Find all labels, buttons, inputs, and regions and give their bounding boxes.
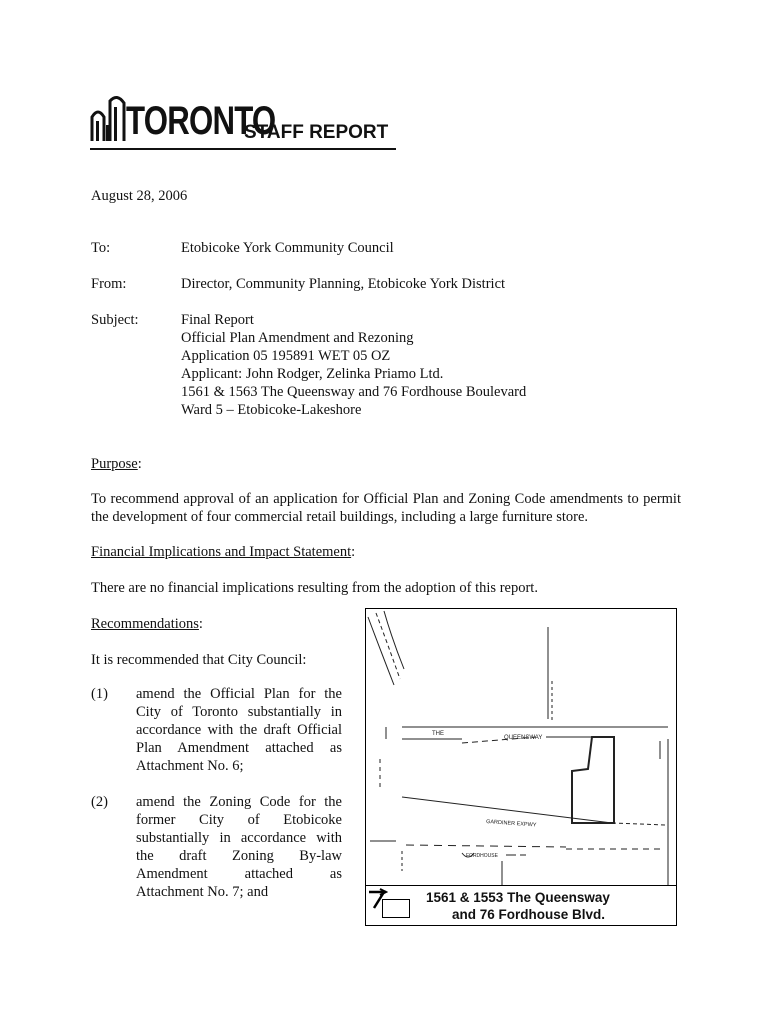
recommendations-intro: It is recommended that City Council: — [91, 652, 307, 668]
recommendation-number: (2) — [91, 794, 108, 810]
location-map — [365, 608, 677, 926]
subject-label: Subject: — [91, 312, 139, 328]
map-street-label: GARDINER EXPWY — [485, 819, 537, 829]
recommendations-heading-colon: : — [198, 616, 203, 632]
city-hall-logo-icon — [90, 95, 126, 143]
report-type-title: STAFF REPORT — [244, 122, 389, 143]
logo-wordmark: TORONTO — [126, 99, 276, 143]
map-drawing — [366, 609, 676, 885]
financial-heading — [91, 543, 355, 561]
subject-line: Final Report — [181, 312, 254, 328]
recommendations-heading-text: Recommendations — [91, 616, 199, 632]
map-caption-line: and 76 Fordhouse Blvd. — [452, 907, 606, 922]
subject-line: Application 05 195891 WET 05 OZ — [181, 348, 391, 364]
report-date: August 28, 2006 — [91, 188, 188, 204]
subject-line: Ward 5 – Etobicoke-Lakeshore — [181, 402, 362, 418]
header-rule — [90, 148, 396, 150]
recommendation-number: (1) — [91, 686, 108, 702]
toronto-staff-report-header — [90, 95, 396, 153]
recommendations-heading — [91, 615, 203, 633]
from-label: From: — [91, 276, 127, 292]
subject-line: 1561 & 1563 The Queensway and 76 Fordhouse Boulevard — [181, 384, 527, 400]
to-value: Etobicoke York Community Council — [181, 240, 394, 256]
financial-heading-text: Financial Implications and Impact Statement — [91, 544, 352, 560]
from-value: Director, Community Planning, Etobicoke York District — [181, 276, 506, 292]
map-street-label: FORDHOUSE — [466, 853, 498, 859]
subject-line: Official Plan Amendment and Rezoning — [181, 330, 414, 346]
map-caption-line: 1561 & 1553 The Queensway — [426, 890, 610, 905]
map-street-label: THE — [432, 731, 444, 737]
map-legend — [366, 885, 676, 926]
purpose-text: To recommend approval of an application for Official Plan and Zoning Code amendments to permit the development of four commercial retail buildings, including a large furniture store. — [91, 491, 681, 525]
purpose-heading — [91, 455, 142, 473]
recommendation-text: amend the Zoning Code for the former City of Etobicoke substantially in accordance with the draft Zoning By-law Amendment attached as Attachment No. 7; and — [136, 794, 342, 900]
financial-text: There are no financial implications resulting from the adoption of this report. — [91, 580, 538, 596]
subject-line: Applicant: John Rodger, Zelinka Priamo Ltd. — [181, 366, 444, 382]
financial-heading-colon: : — [351, 544, 356, 560]
purpose-heading-text: Purpose — [91, 456, 138, 472]
purpose-heading-colon: : — [137, 456, 142, 472]
north-arrow-icon — [366, 886, 388, 910]
recommendation-text: amend the Official Plan for the City of Toronto substantially in accordance with the draft Official Plan Amendment attached as Attachment No. 6; — [136, 686, 342, 774]
to-label: To: — [91, 240, 111, 256]
map-street-label: QUEENSWAY — [504, 735, 543, 741]
